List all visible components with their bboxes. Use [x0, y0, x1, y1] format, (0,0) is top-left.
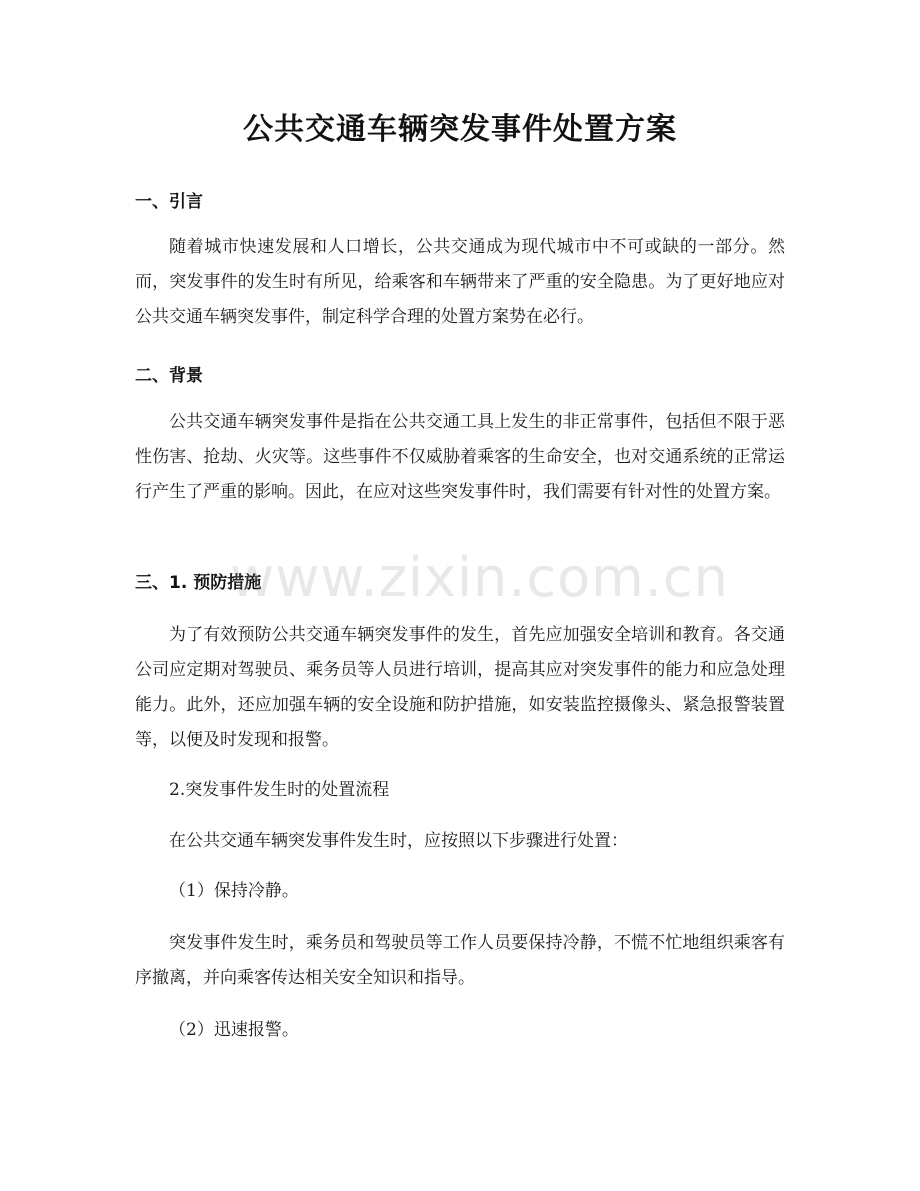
step-2-label: （2）迅速报警。 [169, 1020, 299, 1040]
section-paragraph-intro: 随着城市快速发展和人口增长，公共交通成为现代城市中不可或缺的一部分。然而，突发事件的发生时有所见，给乘客和车辆带来了严重的安全隐患。为了更好地应对公共交通车辆突发事件，制定科学合理的处置方案势在必行。 [135, 237, 785, 327]
steps-intro-text: 在公共交通车辆突发事件发生时，应按照以下步骤进行处置： [169, 831, 628, 851]
section-heading-background: 二、背景 [135, 366, 203, 386]
document-title: 公共交通车辆突发事件处置方案 [243, 112, 677, 147]
section-heading-prevention: 三、1. 预防措施 [135, 573, 262, 593]
watermark: www.zixin.com.cn [230, 546, 729, 609]
section-heading-intro: 一、引言 [135, 192, 203, 212]
section-paragraph-background: 公共交通车辆突发事件是指在公共交通工具上发生的非正常事件，包括但不限于恶性伤害、抢劫、火灾等。这些事件不仅威胁着乘客的生命安全，也对交通系统的正常运行产生了严重的影响。因此，在应对这些突发事件时，我们需要有针对性的处置方案。 [135, 412, 785, 502]
step-1-text: 突发事件发生时，乘务员和驾驶员等工作人员要保持冷静，不慌不忙地组织乘客有序撤离，并向乘客传达相关安全知识和指导。 [135, 933, 785, 988]
section-paragraph-prevention: 为了有效预防公共交通车辆突发事件的发生，首先应加强安全培训和教育。各交通公司应定期对驾驶员、乘务员等人员进行培训，提高其应对突发事件的能力和应急处理能力。此外，还应加强车辆的安全设施和防护措施，如安装监控摄像头、紧急报警装置等，以便及时发现和报警。 [135, 625, 785, 750]
subheading-process: 2.突发事件发生时的处置流程 [169, 780, 390, 800]
step-1-label: （1）保持冷静。 [169, 881, 299, 901]
